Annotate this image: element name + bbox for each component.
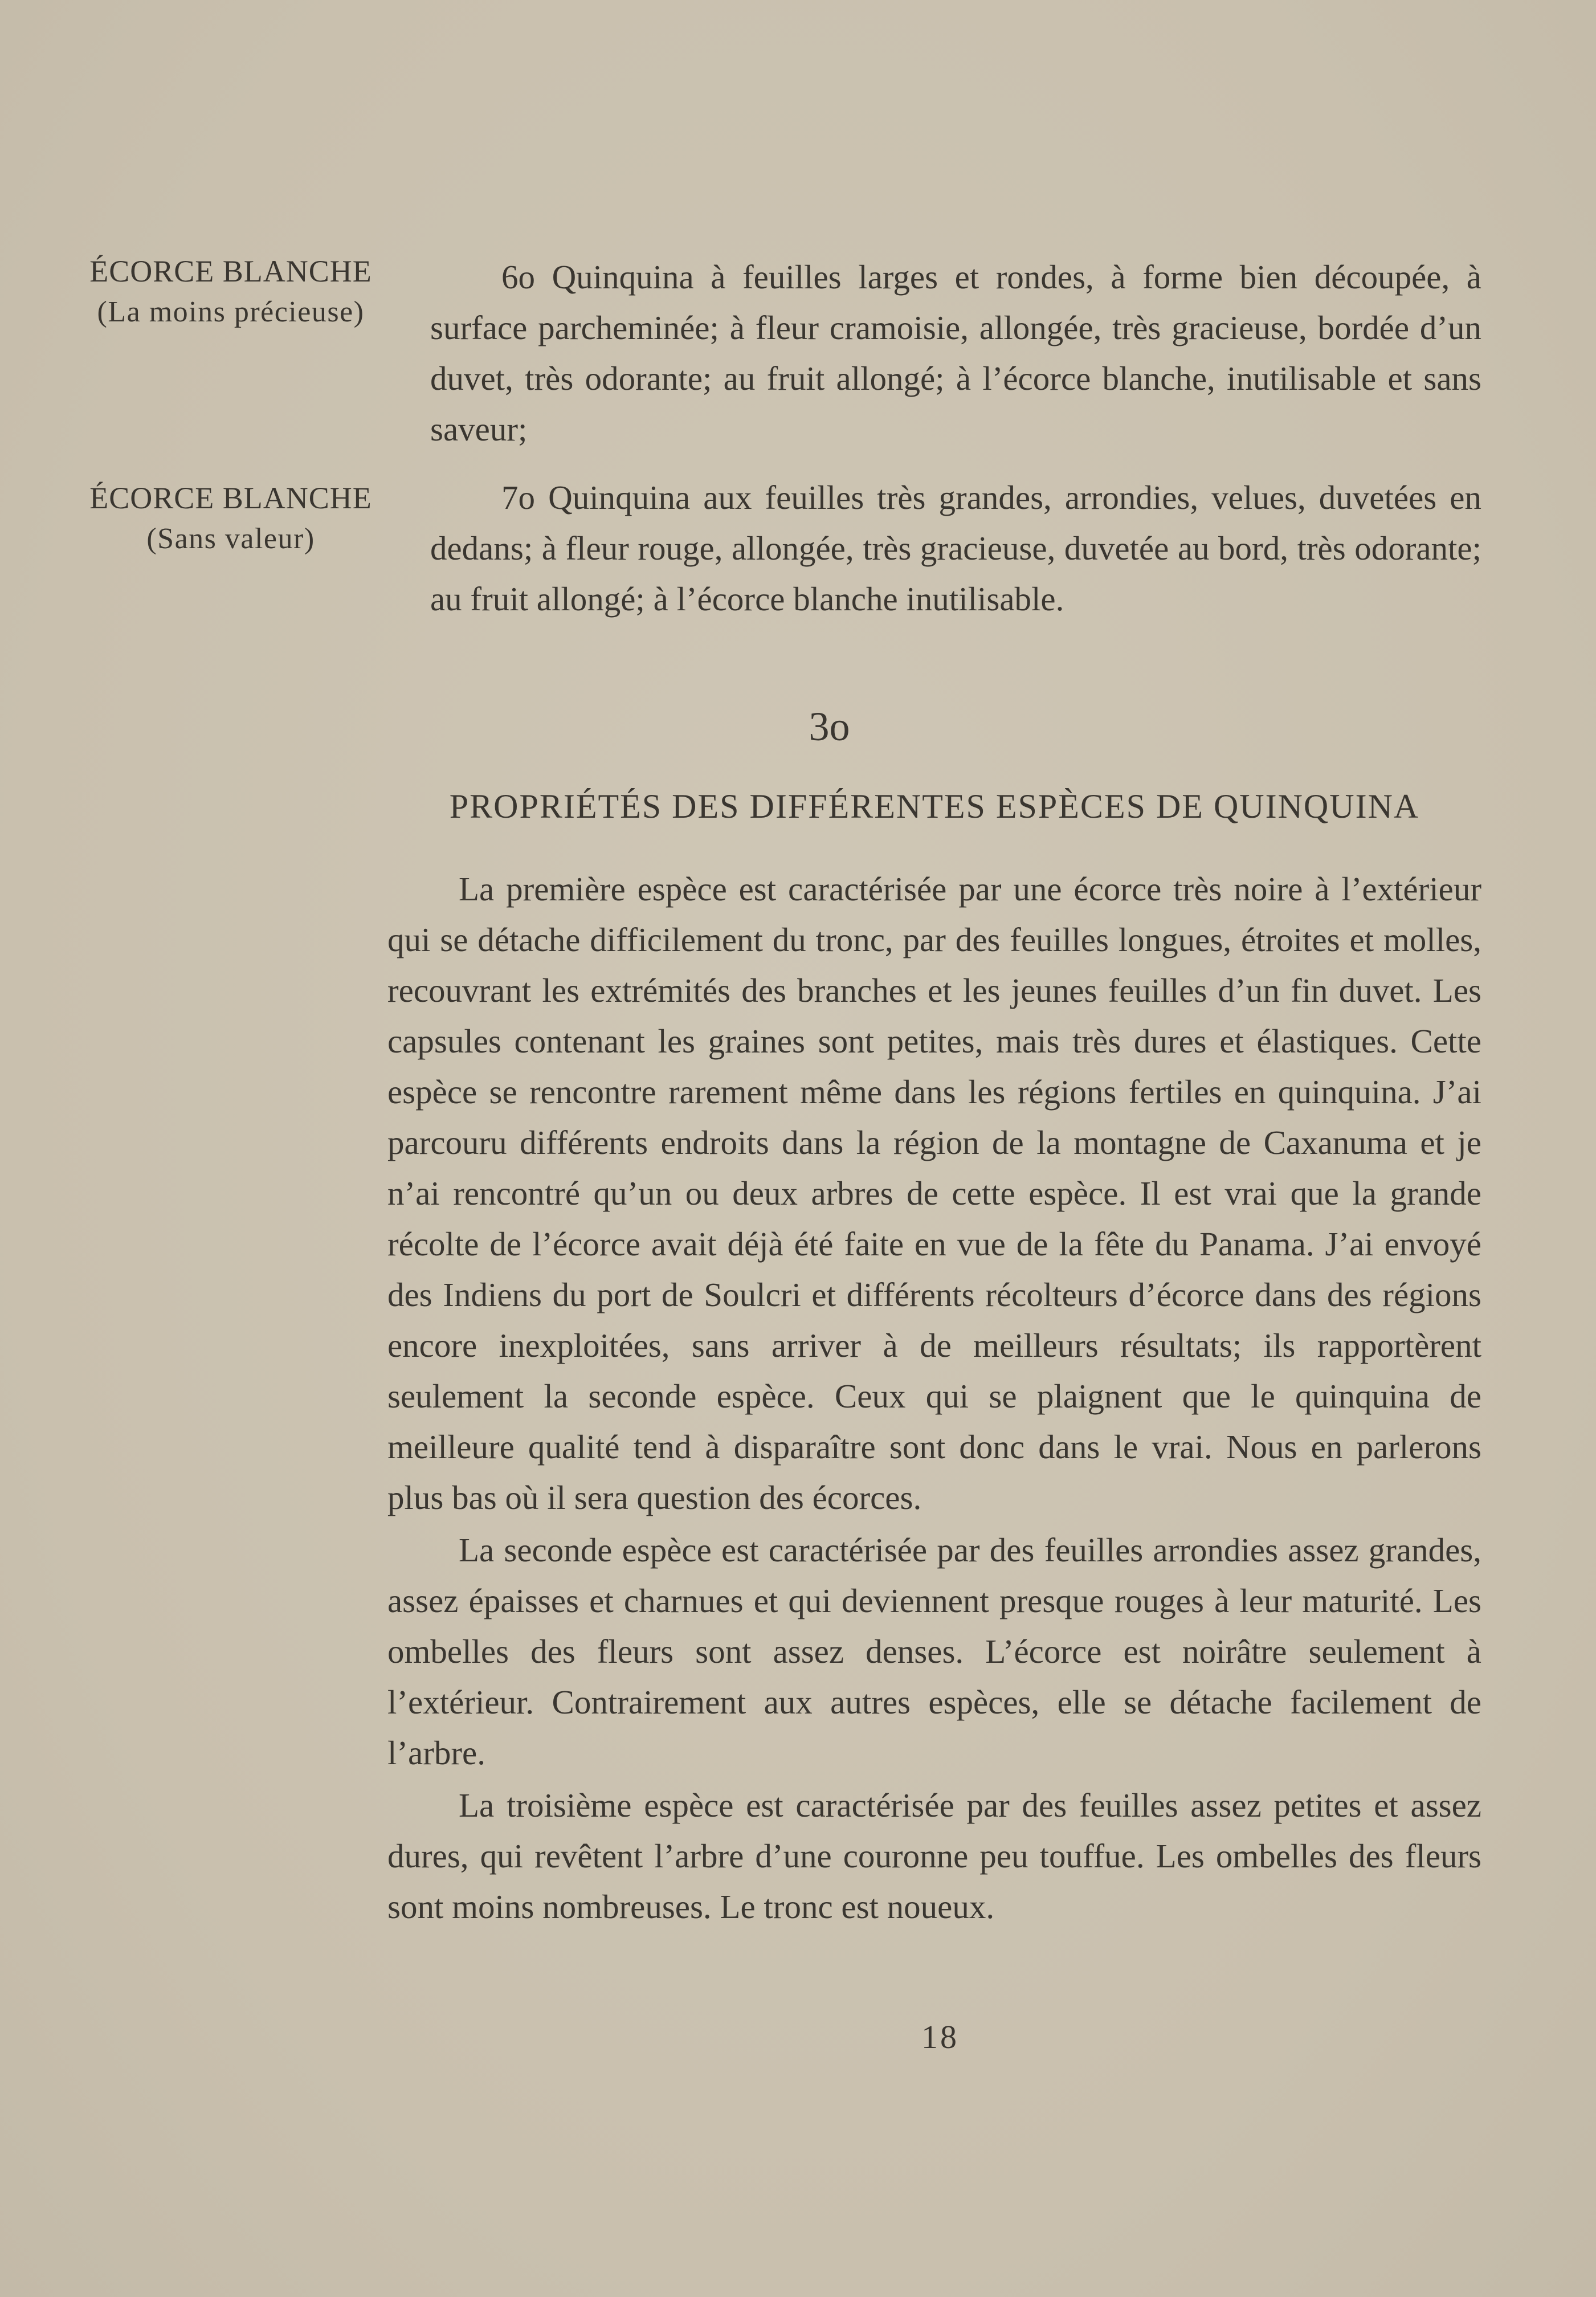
- margin-note-title: ÉCORCE BLANCHE: [89, 481, 372, 515]
- body-text: [387, 864, 1481, 1932]
- margin-note-title: ÉCORCE BLANCHE: [89, 254, 372, 288]
- margin-note-white-bark-1: [63, 251, 399, 332]
- paragraph: La seconde espèce est caractérisée par des feuilles arrondies assez grandes, assez épaisses et charnues et qui deviennent presque rouges à leur maturité. Les ombelles des fleurs sont assez denses. L’écorce est noirâtre seulement à l’extérieur. Contrairement aux autres espèces, elle se détache facilement de l’arbre.: [387, 1531, 1481, 1772]
- section-number: 3o: [809, 704, 850, 749]
- species-item-7: 7o Quinquina aux feuilles très grandes, arrondies, velues, duvetées en dedans; à fleur rouge, allongée, très gracieuse, duvetée au bord, très odorante; au fruit allongé; à l’écorce blanche inutilisable.: [430, 479, 1481, 618]
- section-heading: PROPRIÉTÉS DES DIFFÉRENTES ESPÈCES DE QUINQUINA: [449, 788, 1420, 825]
- margin-note-subtitle: (La moins précieuse): [97, 295, 365, 328]
- page-number: 18: [921, 2018, 959, 2055]
- paragraph: La première espèce est caractérisée par une écorce très noire à l’extérieur qui se détache difficilement du tronc, par des feuilles longues, étroites et molles, recouvrant les extrémités des branches et les jeunes feuilles d’un fin duvet. Les capsules contenant les graines sont petites, mais très dures et élastiques. Cette espèce se rencontre rarement même dans les régions fertiles en quinquina. J’ai parcouru différents endroits dans la région de la montagne de Caxanuma et je n’ai rencontré qu’un ou deux arbres de cette espèce. Il est vrai que la grande récolte de l’écorce avait déjà été faite en vue de la fête du Panama. J’ai envoyé des Indiens du port de Soulcri et différents récolteurs d’écorce dans des régions encore inexploitées, sans arriver à de meilleurs résultats; ils rapportèrent seulement la seconde espèce. Ceux qui se plaignent que le quinquina de meilleure qualité tend à disparaître sont donc dans le vrai. Nous en parlerons plus bas où il sera question des écorces.: [387, 870, 1481, 1516]
- species-item-6: 6o Quinquina à feuilles larges et rondes, à forme bien découpée, à surface parcheminée; à fleur cramoisie, allongée, très gracieuse, bordée d’un duvet, très odorante; au fruit allongé; à l’écorce blanche, inutilisable et sans saveur;: [430, 258, 1481, 448]
- paragraph: La troisième espèce est caractérisée par des feuilles assez petites et assez dures, qui revêtent l’arbre d’une couronne peu touffue. Les ombelles des fleurs sont moins nombreuses. Le tronc est noueux.: [387, 1786, 1481, 1925]
- margin-note-subtitle: (Sans valeur): [146, 522, 315, 555]
- margin-note-white-bark-2: [63, 478, 399, 559]
